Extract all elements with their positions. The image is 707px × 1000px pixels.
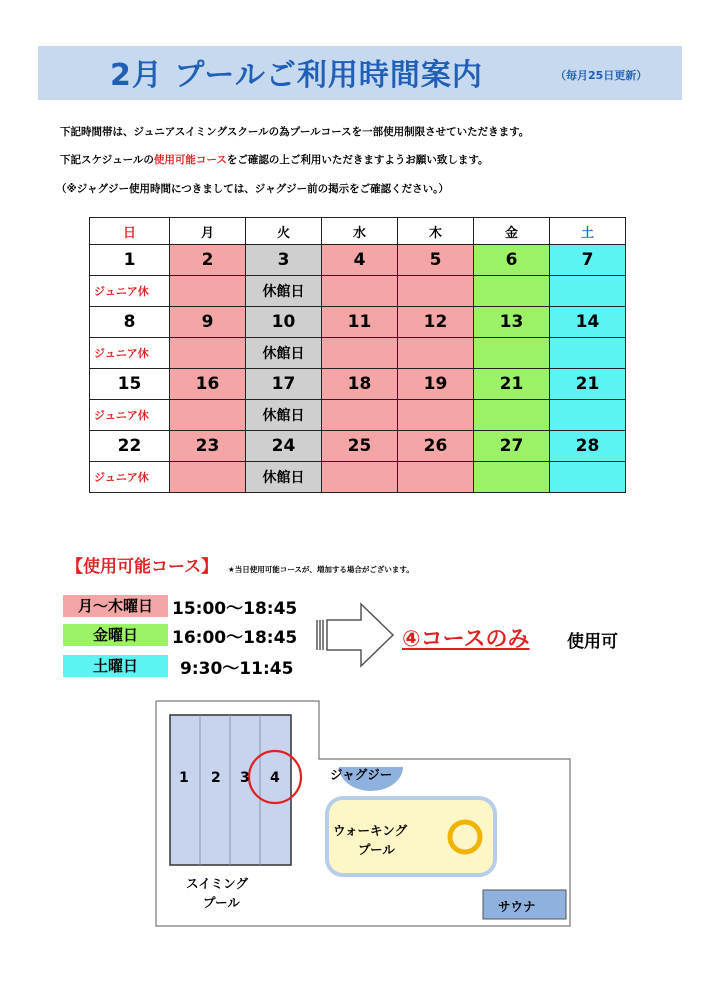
day-cell: 11 bbox=[322, 307, 398, 338]
walking-pool-label-2: プール bbox=[358, 842, 395, 857]
week-2-notes bbox=[90, 338, 626, 369]
note-cell: 休館日 bbox=[246, 338, 322, 369]
time-fri: 16:00～18:45 bbox=[172, 628, 298, 648]
day-cell: 15 bbox=[90, 369, 170, 400]
day-cell: 8 bbox=[90, 307, 170, 338]
note-cell bbox=[550, 276, 626, 307]
week-4-days bbox=[90, 431, 626, 462]
weekday-thu: 木 bbox=[398, 218, 474, 245]
note-cell bbox=[170, 462, 246, 493]
day-cell: 27 bbox=[474, 431, 550, 462]
note-cell bbox=[474, 462, 550, 493]
note-cell bbox=[550, 400, 626, 431]
intro-line-3: （※ジャグジー使用時間につきましては、ジャグジー前の掲示をご確認ください。） bbox=[56, 183, 449, 195]
note-cell bbox=[474, 276, 550, 307]
note-cell bbox=[322, 462, 398, 493]
arrow-right-icon bbox=[315, 600, 397, 670]
swimming-pool-label-1: スイミング bbox=[186, 876, 249, 891]
walking-pool-label-1: ウォーキング bbox=[333, 823, 408, 838]
day-cell: 23 bbox=[170, 431, 246, 462]
usable-course-tail: 使用可 bbox=[567, 632, 618, 652]
jacuzzi-label: ジャグジー bbox=[330, 767, 393, 782]
calendar-header-row bbox=[90, 218, 626, 245]
day-cell: 17 bbox=[246, 369, 322, 400]
page-title: 2月 プールご利用時間案内 bbox=[110, 58, 483, 93]
day-cell: 28 bbox=[550, 431, 626, 462]
day-cell: 21 bbox=[550, 369, 626, 400]
week-1-notes bbox=[90, 276, 626, 307]
note-cell: ジュニア休 bbox=[90, 276, 170, 307]
note-cell bbox=[398, 276, 474, 307]
day-cell: 5 bbox=[398, 245, 474, 276]
day-cell: 18 bbox=[322, 369, 398, 400]
intro-line-2 bbox=[60, 152, 489, 167]
note-cell bbox=[170, 400, 246, 431]
week-1-days bbox=[90, 245, 626, 276]
day-cell: 21 bbox=[474, 369, 550, 400]
note-cell bbox=[322, 400, 398, 431]
note-cell bbox=[398, 400, 474, 431]
weekday-tue: 火 bbox=[246, 218, 322, 245]
day-cell: 22 bbox=[90, 431, 170, 462]
note-cell bbox=[322, 276, 398, 307]
day-cell: 26 bbox=[398, 431, 474, 462]
lane-3-label: 3 bbox=[240, 770, 250, 786]
intro-line-2-pre: 下記スケジュールの bbox=[60, 154, 154, 166]
sauna-label: サウナ bbox=[498, 899, 536, 914]
update-note: （毎月25日更新） bbox=[555, 69, 648, 82]
day-cell: 14 bbox=[550, 307, 626, 338]
day-cell: 12 bbox=[398, 307, 474, 338]
note-cell bbox=[398, 462, 474, 493]
time-sat: 9:30～11:45 bbox=[180, 659, 294, 679]
usable-course-title: 【使用可能コース】 bbox=[66, 557, 219, 577]
weekday-wed: 水 bbox=[322, 218, 398, 245]
note-cell bbox=[550, 338, 626, 369]
day-cell: 3 bbox=[246, 245, 322, 276]
lane-1-label: 1 bbox=[179, 770, 189, 786]
day-cell: 6 bbox=[474, 245, 550, 276]
note-cell bbox=[170, 276, 246, 307]
note-cell: ジュニア休 bbox=[90, 338, 170, 369]
day-cell: 2 bbox=[170, 245, 246, 276]
day-cell: 13 bbox=[474, 307, 550, 338]
day-cell: 16 bbox=[170, 369, 246, 400]
time-mon-thu: 15:00～18:45 bbox=[172, 599, 298, 619]
weekday-mon: 月 bbox=[170, 218, 246, 245]
intro-line-2-post: をご確認の上ご利用いただきますようお願い致します。 bbox=[226, 154, 489, 166]
lane-4-label: 4 bbox=[270, 770, 280, 786]
badge-sat: 土曜日 bbox=[63, 655, 168, 677]
lane-2-label: 2 bbox=[211, 770, 221, 786]
intro-highlight: 使用可能コース bbox=[153, 154, 227, 166]
note-cell: 休館日 bbox=[246, 400, 322, 431]
day-cell: 4 bbox=[322, 245, 398, 276]
note-cell: ジュニア休 bbox=[90, 462, 170, 493]
note-cell: ジュニア休 bbox=[90, 400, 170, 431]
usable-course-note: ★当日使用可能コースが、増加する場合がございます。 bbox=[228, 565, 414, 574]
week-4-notes bbox=[90, 462, 626, 493]
weekday-sun: 日 bbox=[90, 218, 170, 245]
note-cell bbox=[474, 400, 550, 431]
swimming-pool-label-2: プール bbox=[203, 895, 240, 910]
day-cell: 9 bbox=[170, 307, 246, 338]
note-cell bbox=[474, 338, 550, 369]
badge-fri: 金曜日 bbox=[63, 624, 168, 646]
week-3-days bbox=[90, 369, 626, 400]
day-cell: 25 bbox=[322, 431, 398, 462]
week-3-notes bbox=[90, 400, 626, 431]
day-cell: 10 bbox=[246, 307, 322, 338]
note-cell: 休館日 bbox=[246, 462, 322, 493]
note-cell bbox=[170, 338, 246, 369]
day-cell: 24 bbox=[246, 431, 322, 462]
day-cell: 7 bbox=[550, 245, 626, 276]
day-cell: 1 bbox=[90, 245, 170, 276]
note-cell bbox=[550, 462, 626, 493]
week-2-days bbox=[90, 307, 626, 338]
day-cell: 19 bbox=[398, 369, 474, 400]
weekday-sat: 土 bbox=[550, 218, 626, 245]
intro-line-1: 下記時間帯は、ジュニアスイミングスクールの為プールコースを一部使用制限させていただきます。 bbox=[60, 126, 530, 138]
note-cell bbox=[322, 338, 398, 369]
note-cell bbox=[398, 338, 474, 369]
calendar-table bbox=[89, 217, 626, 493]
usable-course-highlight: ④コースのみ bbox=[402, 627, 530, 652]
weekday-fri: 金 bbox=[474, 218, 550, 245]
note-cell: 休館日 bbox=[246, 276, 322, 307]
badge-mon-thu: 月～木曜日 bbox=[63, 595, 168, 617]
